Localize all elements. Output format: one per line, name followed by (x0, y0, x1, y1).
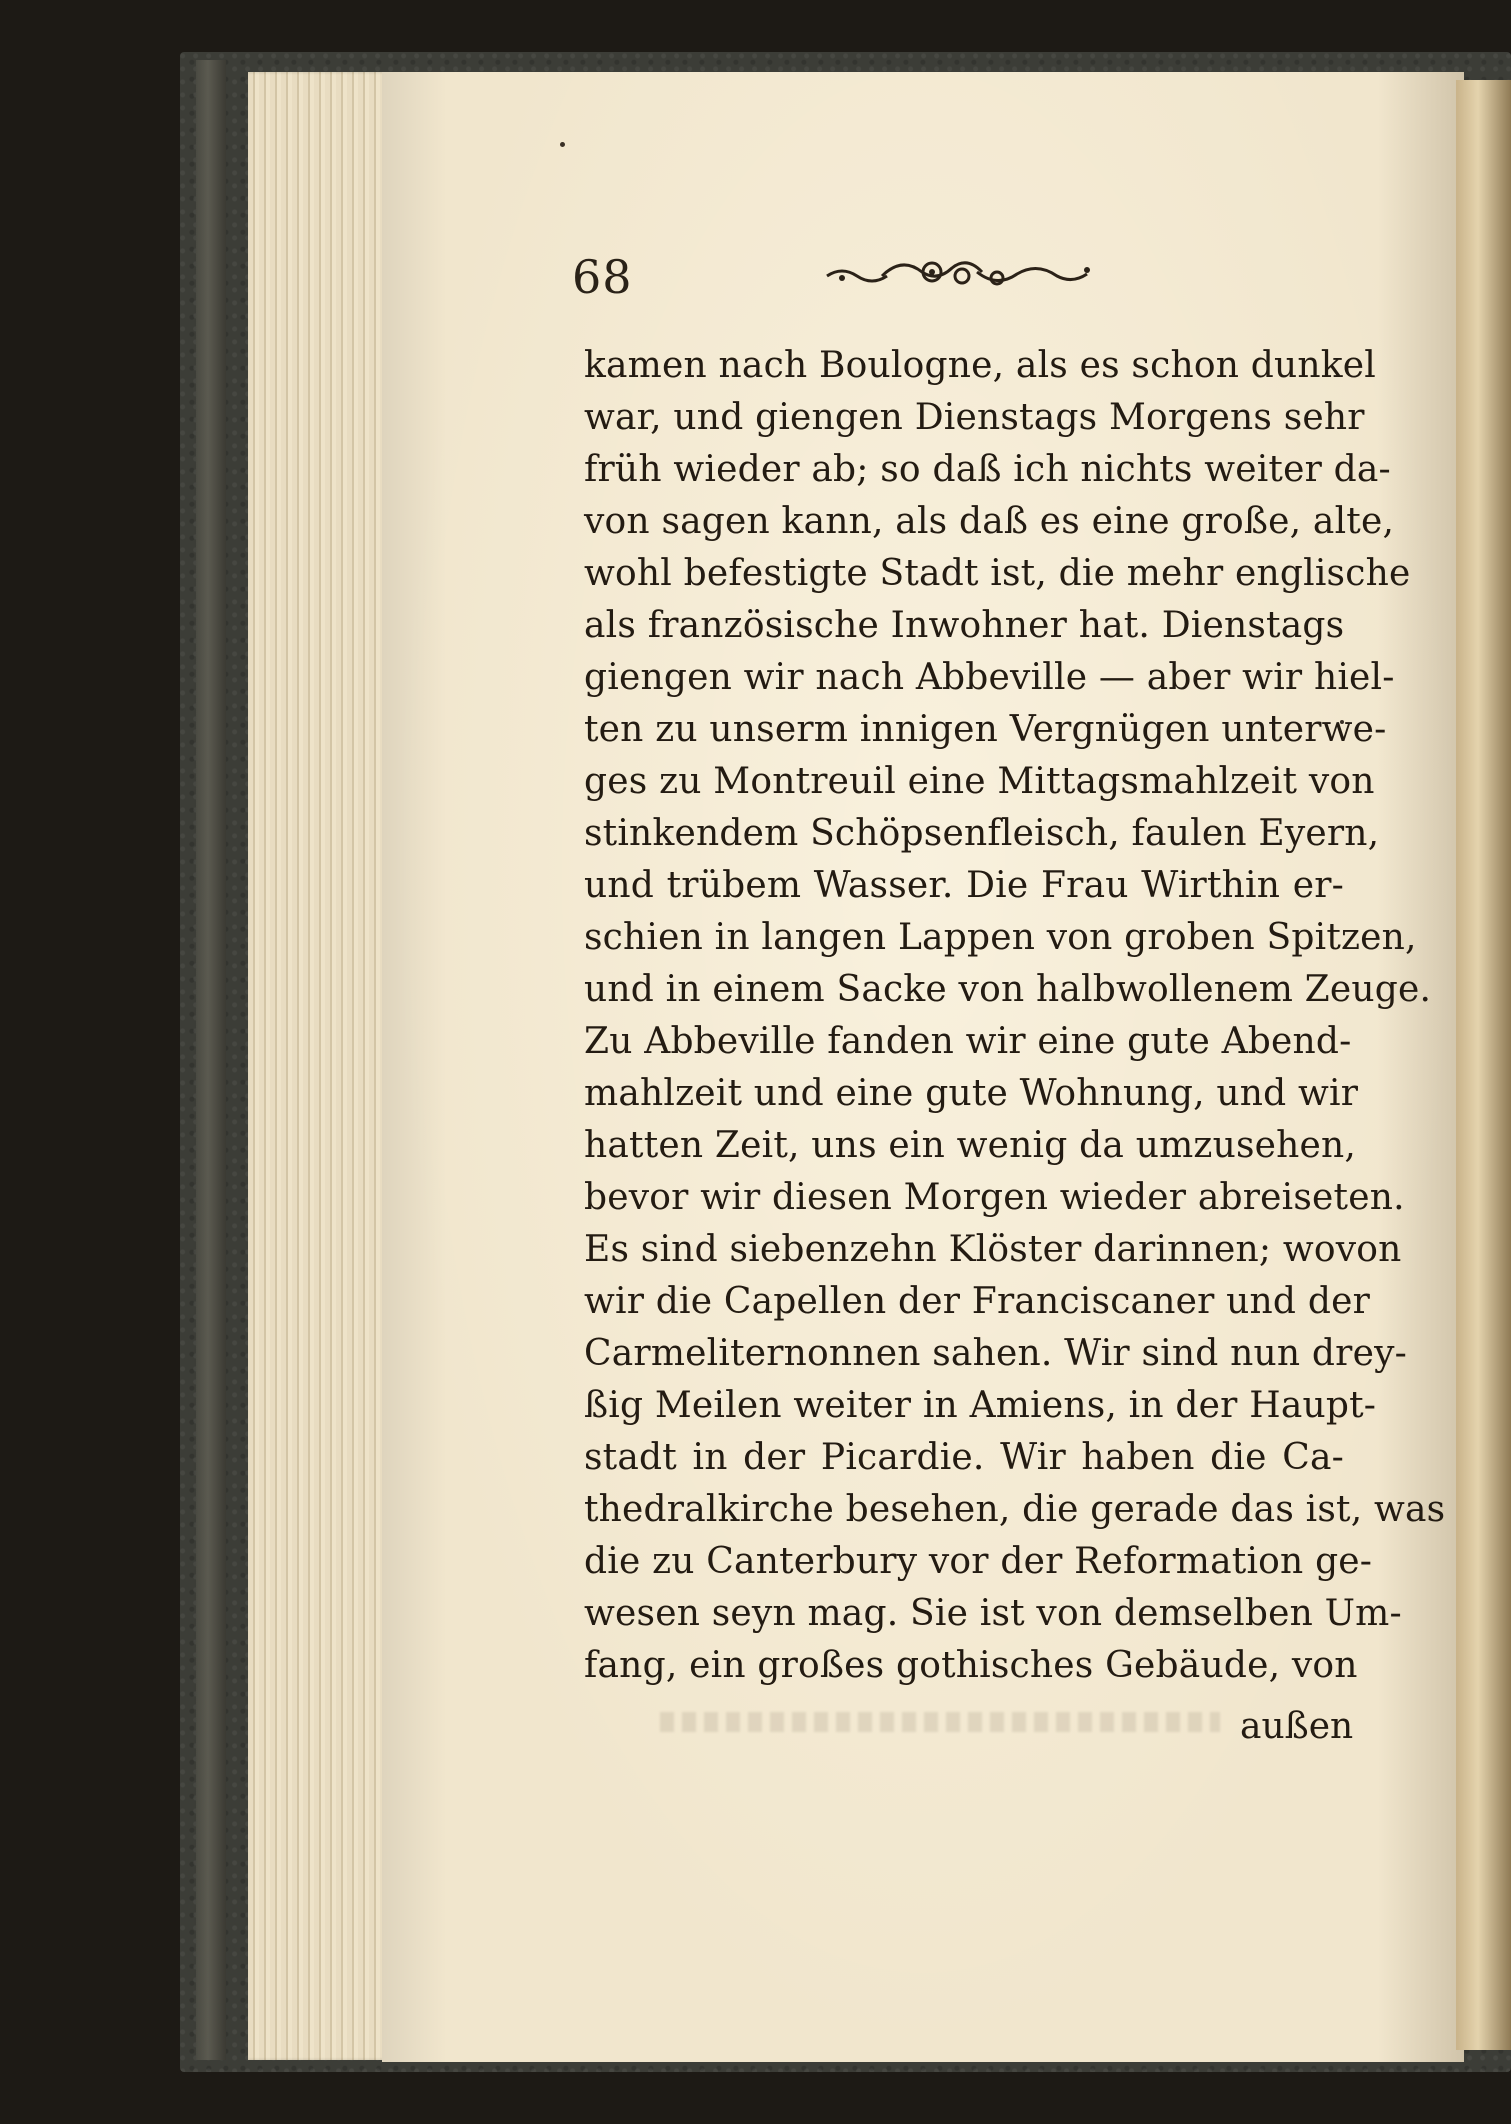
text-line: mahlzeit und eine gute Wohnung, und wir (584, 1073, 1359, 1114)
text-line: und trübem Wasser. Die Frau Wirthin er- (584, 865, 1344, 906)
page-number: 68 (572, 250, 633, 304)
show-through-text (660, 1712, 1220, 1732)
header-ornament-icon (822, 248, 1102, 298)
text-line: wesen seyn mag. Sie ist von demselben Um- (584, 1593, 1402, 1634)
text-line: ten zu unserm innigen Vergnügen unterwe- (584, 709, 1387, 750)
text-line: stadt in der Picardie. Wir haben die Ca- (584, 1437, 1344, 1478)
text-line: von sagen kann, als daß es eine große, alte, (584, 501, 1395, 542)
text-line: schien in langen Lappen von groben Spitzen, (584, 917, 1417, 958)
text-line: wohl befestigte Stadt ist, die mehr englische (584, 553, 1411, 594)
text-line: Es sind siebenzehn Klöster darinnen; wovon (584, 1229, 1402, 1270)
text-line: hatten Zeit, uns ein wenig da umzusehen, (584, 1125, 1357, 1166)
text-line: stinkendem Schöpsenfleisch, faulen Eyern, (584, 813, 1380, 854)
text-line: ßig Meilen weiter in Amiens, in der Haupt- (584, 1385, 1377, 1426)
text-line: und in einem Sacke von halbwollenem Zeuge. (584, 969, 1432, 1010)
text-line: war, und giengen Dienstags Morgens sehr (584, 397, 1365, 438)
text-line: fang, ein großes gothisches Gebäude, von (584, 1645, 1358, 1686)
text-line: wir die Capellen der Franciscaner und der (584, 1281, 1370, 1322)
text-line: thedralkirche besehen, die gerade das ist, was (584, 1489, 1446, 1530)
body-text (584, 340, 1446, 1692)
text-line: Carmeliternonnen sahen. Wir sind nun drey- (584, 1333, 1407, 1374)
text-line: ges zu Montreuil eine Mittagsmahlzeit von (584, 761, 1375, 802)
page-gutter (1456, 80, 1511, 2050)
cover-spine-edge (196, 60, 226, 2060)
text-line: kamen nach Boulogne, als es schon dunkel (584, 345, 1377, 386)
text-line: bevor wir diesen Morgen wieder abreiseten. (584, 1177, 1405, 1218)
page-stack (248, 72, 388, 2060)
text-line: die zu Canterbury vor der Reformation ge- (584, 1541, 1373, 1582)
paper-speck (560, 142, 565, 147)
catchword: außen (1240, 1706, 1354, 1747)
text-line: früh wieder ab; so daß ich nichts weiter da- (584, 449, 1391, 490)
text-line: als französische Inwohner hat. Dienstags (584, 605, 1345, 646)
text-line: giengen wir nach Abbeville — aber wir hiel- (584, 657, 1395, 698)
text-line: Zu Abbeville fanden wir eine gute Abend- (584, 1021, 1352, 1062)
